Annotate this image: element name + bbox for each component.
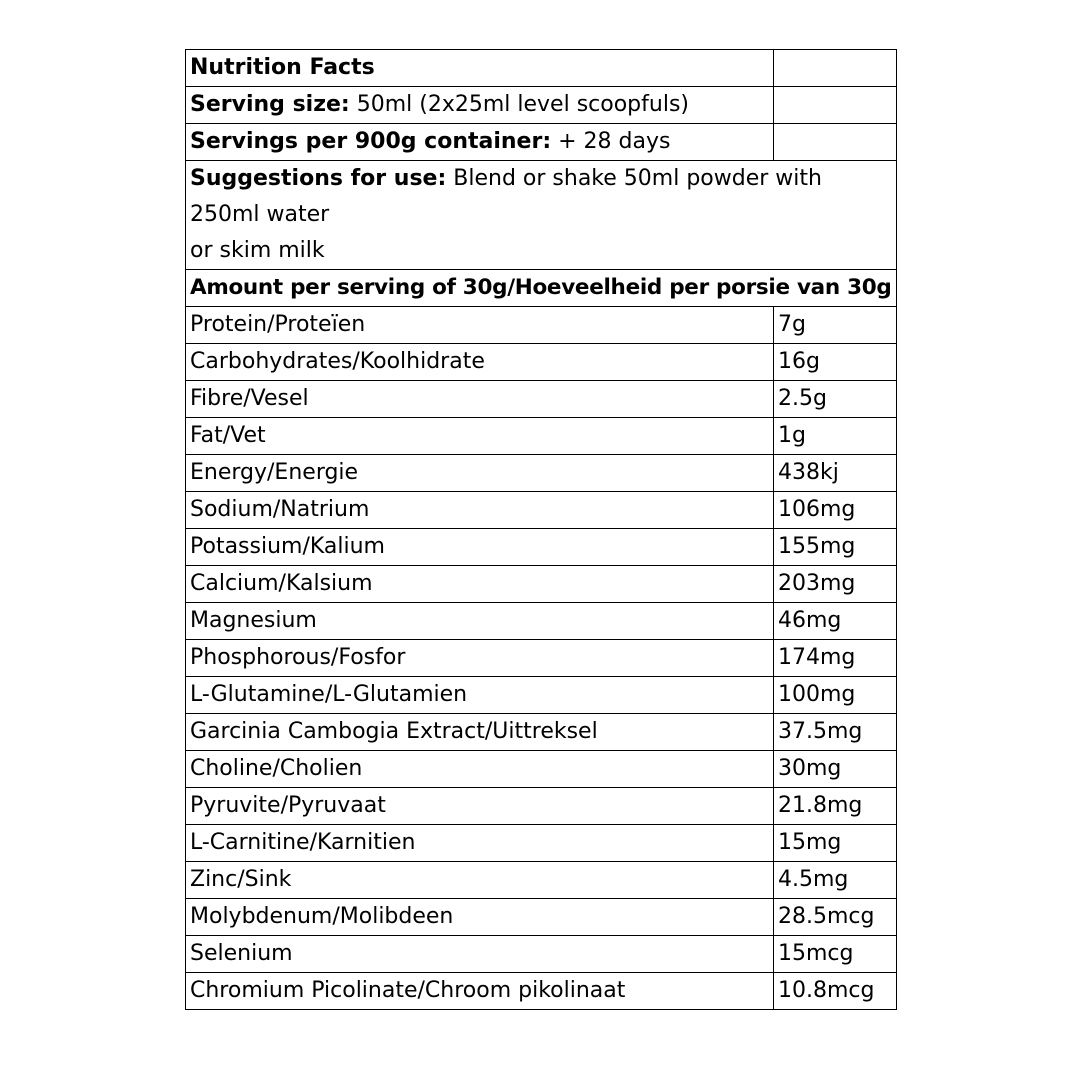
servings-label: Servings per 900g container:: [190, 129, 552, 154]
suggestions-line-2: 250ml water: [190, 202, 330, 227]
suggestions-text-1: Blend or shake 50ml powder with: [446, 166, 822, 191]
nutrient-amount: 1g: [774, 418, 897, 455]
table-row: [186, 973, 897, 1010]
table-row: [186, 418, 897, 455]
serving-size-label: Serving size:: [190, 92, 350, 117]
table-row: [186, 714, 897, 751]
nutrient-amount: 203mg: [774, 566, 897, 603]
empty-cell: [774, 87, 897, 124]
table-row: [186, 529, 897, 566]
table-row: [186, 677, 897, 714]
table-row: [186, 344, 897, 381]
nutrient-name: Choline/Cholien: [186, 751, 774, 788]
serving-size-cell: [186, 87, 774, 124]
nutrient-name: Fat/Vet: [186, 418, 774, 455]
suggestions-cell: [186, 161, 897, 270]
title-row: [186, 50, 897, 87]
table-row: [186, 603, 897, 640]
nutrient-amount: 7g: [774, 307, 897, 344]
nutrient-name: Selenium: [186, 936, 774, 973]
nutrient-name: Energy/Energie: [186, 455, 774, 492]
nutrient-amount: 2.5g: [774, 381, 897, 418]
table-row: [186, 862, 897, 899]
servings-value: + 28 days: [551, 129, 671, 154]
servings-cell: [186, 124, 774, 161]
nutrient-name: Chromium Picolinate/Chroom pikolinaat: [186, 973, 774, 1010]
nutrient-amount: 4.5mg: [774, 862, 897, 899]
nutrient-name: Potassium/Kalium: [186, 529, 774, 566]
nutrient-name: Zinc/Sink: [186, 862, 774, 899]
table-row: [186, 455, 897, 492]
servings-row: [186, 124, 897, 161]
empty-cell: [774, 124, 897, 161]
nutrient-amount: 10.8mcg: [774, 973, 897, 1010]
nutrition-facts-table: [185, 49, 897, 1010]
nutrient-name: Molybdenum/Molibdeen: [186, 899, 774, 936]
nutrient-amount: 100mg: [774, 677, 897, 714]
nutrient-amount: 37.5mg: [774, 714, 897, 751]
nutrient-name: L-Glutamine/L-Glutamien: [186, 677, 774, 714]
nutrient-name: Protein/Proteïen: [186, 307, 774, 344]
nutrient-amount: 28.5mcg: [774, 899, 897, 936]
serving-size-row: [186, 87, 897, 124]
suggestions-line-1: [190, 161, 896, 197]
serving-size-value: 50ml (2x25ml level scoopfuls): [349, 92, 689, 117]
nutrient-amount: 16g: [774, 344, 897, 381]
nutrient-name: Garcinia Cambogia Extract/Uittreksel: [186, 714, 774, 751]
nutrient-amount: 155mg: [774, 529, 897, 566]
table-title: Nutrition Facts: [186, 50, 774, 87]
nutrient-amount: 174mg: [774, 640, 897, 677]
nutrient-amount: 438kj: [774, 455, 897, 492]
nutrient-name: Sodium/Natrium: [186, 492, 774, 529]
amount-header: Amount per serving of 30g/Hoeveelheid per porsie van 30g: [186, 270, 897, 307]
suggestions-label: Suggestions for use:: [190, 166, 447, 191]
nutrient-name: Calcium/Kalsium: [186, 566, 774, 603]
table-row: [186, 788, 897, 825]
nutrient-name: L-Carnitine/Karnitien: [186, 825, 774, 862]
nutrient-amount: 106mg: [774, 492, 897, 529]
table-row: [186, 899, 897, 936]
table-row: [186, 640, 897, 677]
nutrient-amount: 46mg: [774, 603, 897, 640]
nutrient-amount: 15mcg: [774, 936, 897, 973]
amount-header-row: [186, 270, 897, 307]
table-row: [186, 381, 897, 418]
table-row: [186, 492, 897, 529]
nutrient-name: Pyruvite/Pyruvaat: [186, 788, 774, 825]
nutrient-amount: 30mg: [774, 751, 897, 788]
nutrient-name: Phosphorous/Fosfor: [186, 640, 774, 677]
nutrient-name: Carbohydrates/Koolhidrate: [186, 344, 774, 381]
table-row: [186, 825, 897, 862]
suggestions-row: [186, 161, 897, 270]
nutrient-amount: 21.8mg: [774, 788, 897, 825]
nutrient-name: Fibre/Vesel: [186, 381, 774, 418]
nutrient-name: Magnesium: [186, 603, 774, 640]
empty-cell: [774, 50, 897, 87]
nutrient-amount: 15mg: [774, 825, 897, 862]
table-row: [186, 307, 897, 344]
table-row: [186, 566, 897, 603]
table-row: [186, 751, 897, 788]
suggestions-line-3: or skim milk: [190, 238, 325, 263]
table-row: [186, 936, 897, 973]
